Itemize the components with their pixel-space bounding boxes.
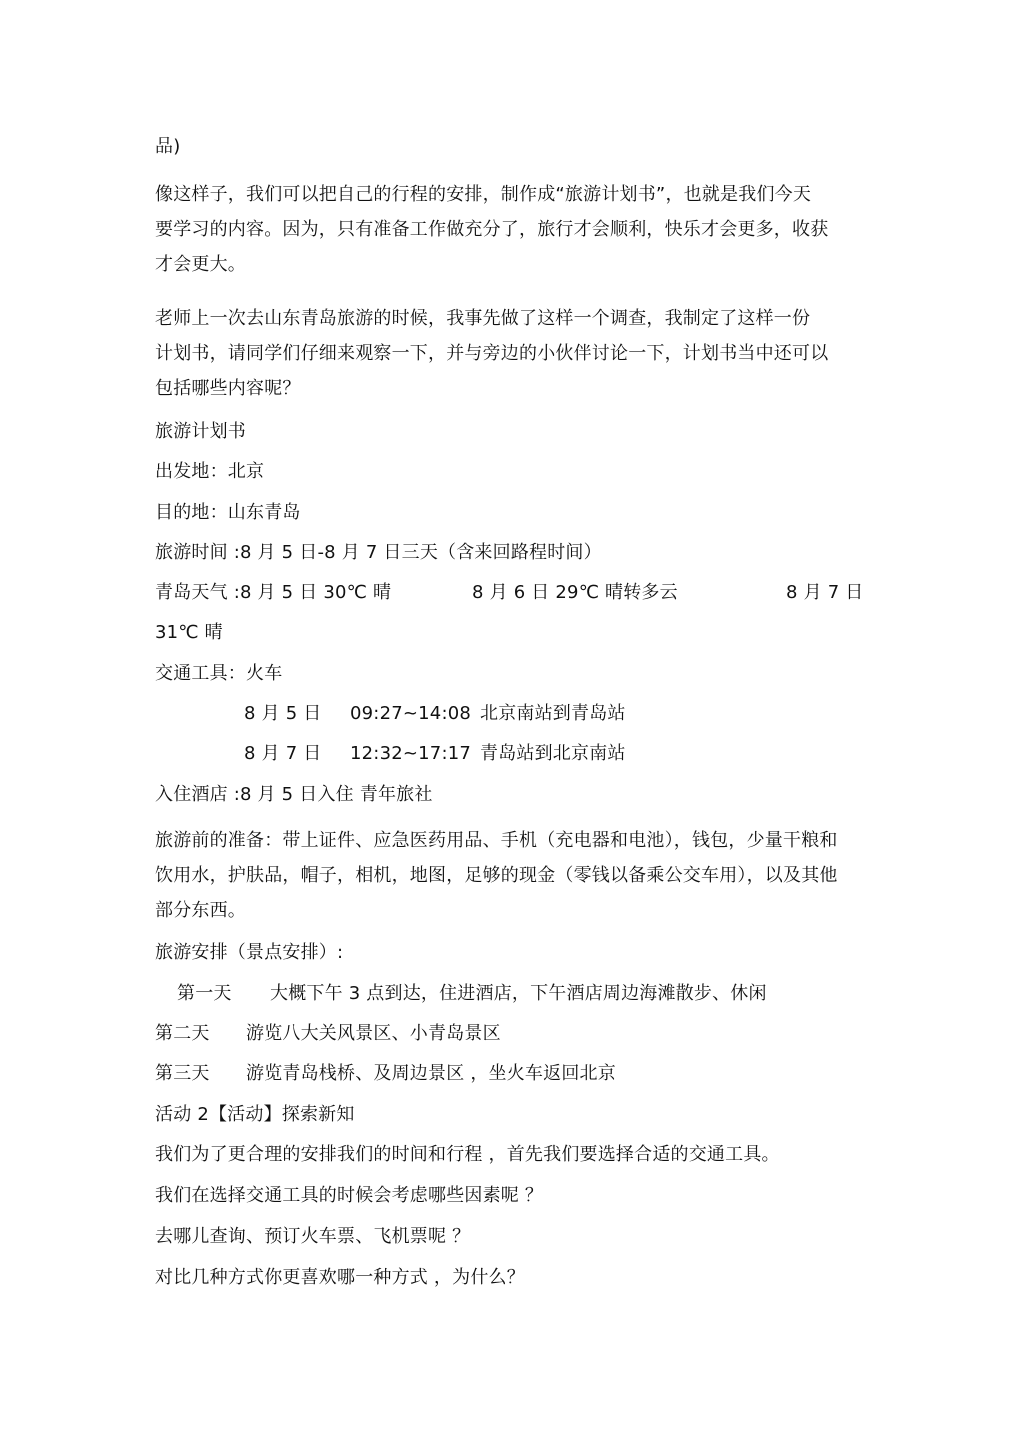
paragraph-fragment: 品) <box>155 136 181 157</box>
intro-line-3: 才会更大。 <box>155 254 246 275</box>
train1-time: 09:27~14:08 <box>350 703 472 724</box>
prep-line-3: 部分东西。 <box>155 900 246 921</box>
prep-line-1: 旅游前的准备：带上证件、应急医药用品、手机（充电器和电池），钱包，少量干粮和 <box>155 830 838 851</box>
intro-line-1: 像这样子，我们可以把自己的行程的安排，制作成“旅游计划书”，也就是我们今天 <box>155 184 812 205</box>
question-2: 我们在选择交通工具的时候会考虑哪些因素呢 ？ <box>155 1185 544 1206</box>
day1-label: 第一天 <box>177 983 232 1004</box>
question-4: 对比几种方式你更喜欢哪一种方式 ，为什么？ <box>155 1267 525 1288</box>
travel-time: 旅游时间 :8 月 5 日-8 月 7 日三天（含来回路程时间） <box>155 542 602 563</box>
day3-text: 游览青岛栈桥、及周边景区 ，坐火车返回北京 <box>246 1063 616 1084</box>
train2-date: 8 月 7 日 <box>244 743 322 764</box>
question-3: 去哪儿查询、预订火车票、飞机票呢 ？ <box>155 1226 471 1247</box>
day2-text: 游览八大关风景区、小青岛景区 <box>246 1023 501 1044</box>
weather-day3-detail: 31℃ 晴 <box>155 622 223 643</box>
teacher-line-1: 老师上一次去山东青岛旅游的时候，我事先做了这样一个调查，我制定了这样一份 <box>155 308 811 329</box>
teacher-line-3: 包括哪些内容呢？ <box>155 378 301 399</box>
day2-label: 第二天 <box>155 1023 210 1044</box>
intro-line-2: 要学习的内容。因为，只有准备工作做充分了，旅行才会顺利，快乐才会更多，收获 <box>155 219 829 240</box>
destination: 目的地：山东青岛 <box>155 502 301 523</box>
departure: 出发地：北京 <box>155 461 265 482</box>
train2-route: 青岛站到北京南站 <box>480 743 626 764</box>
weather-day1: 青岛天气 :8 月 5 日 30℃ 晴 <box>155 582 392 603</box>
train2-time: 12:32~17:17 <box>350 743 472 764</box>
transport: 交通工具：火车 <box>155 663 283 684</box>
plan-title: 旅游计划书 <box>155 421 246 442</box>
schedule-title: 旅游安排（景点安排）: <box>155 942 344 963</box>
hotel: 入住酒店 :8 月 5 日入住 青年旅社 <box>155 784 433 805</box>
activity-heading: 活动 2【活动】探索新知 <box>155 1104 355 1125</box>
day1-text: 大概下午 3 点到达，住进酒店，下午酒店周边海滩散步、休闲 <box>270 983 767 1004</box>
weather-day2: 8 月 6 日 29℃ 晴转多云 <box>472 582 678 603</box>
day3-label: 第三天 <box>155 1063 210 1084</box>
teacher-line-2: 计划书，请同学们仔细来观察一下，并与旁边的小伙伴讨论一下，计划书当中还可以 <box>155 343 829 364</box>
question-1: 我们为了更合理的安排我们的时间和行程 ，首先我们要选择合适的交通工具。 <box>155 1144 780 1165</box>
train1-route: 北京南站到青岛站 <box>480 703 626 724</box>
weather-day3-date: 8 月 7 日 <box>786 582 864 603</box>
prep-line-2: 饮用水，护肤品，帽子，相机，地图，足够的现金（零钱以备乘公交车用），以及其他 <box>155 865 838 886</box>
train1-date: 8 月 5 日 <box>244 703 322 724</box>
